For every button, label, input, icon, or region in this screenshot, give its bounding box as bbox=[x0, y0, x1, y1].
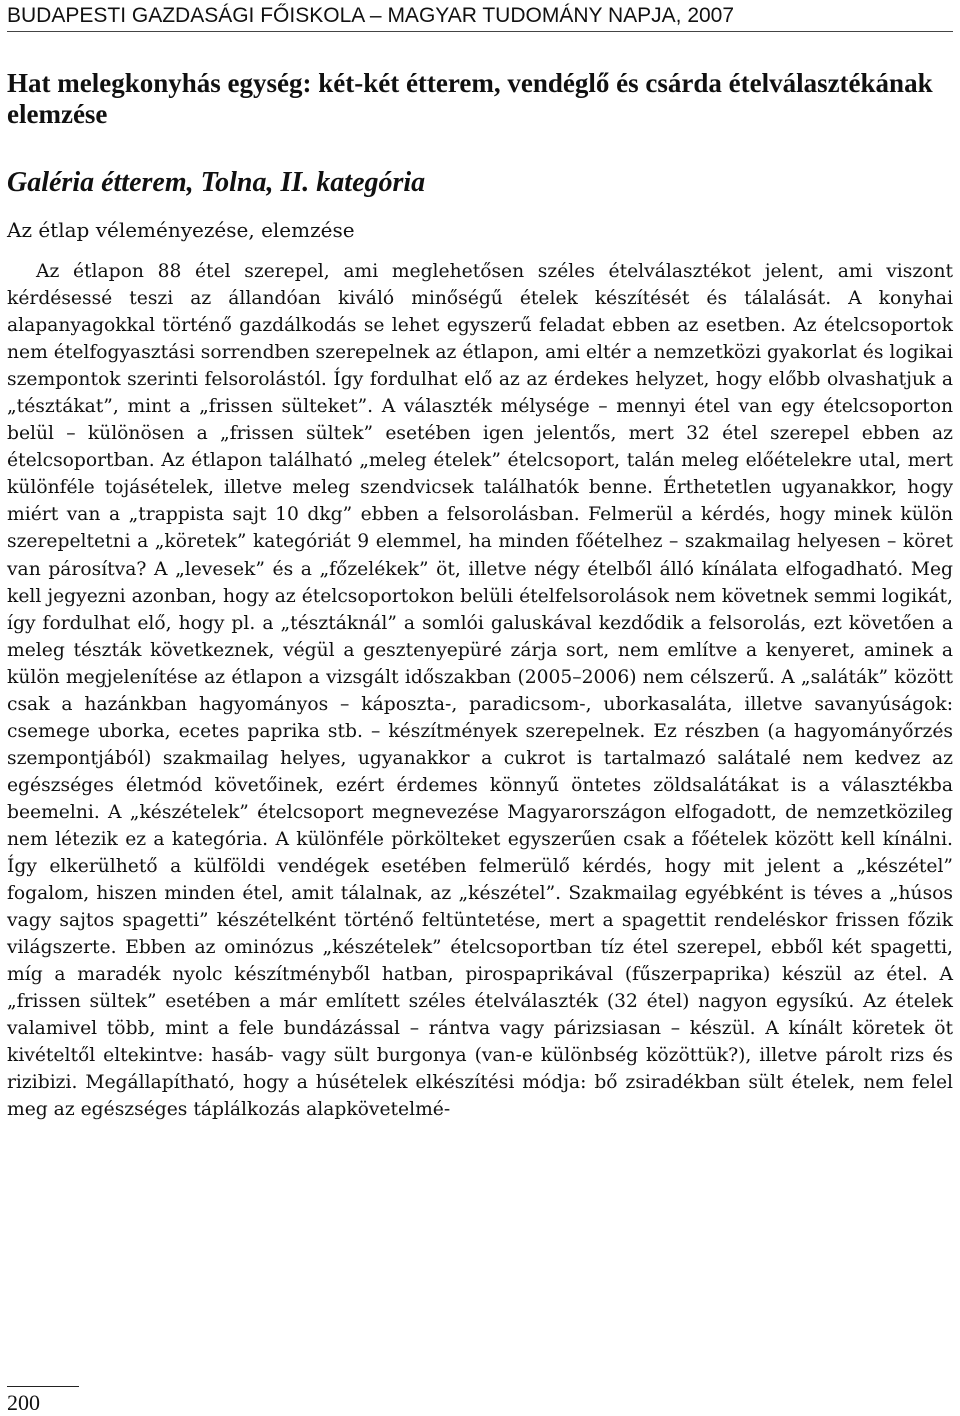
section-title: Galéria étterem, Tolna, II. kategória bbox=[7, 167, 426, 198]
running-header: BUDAPESTI GAZDASÁGI FŐISKOLA – MAGYAR TUDOMÁNY NAPJA, 2007 bbox=[7, 4, 735, 27]
body-paragraph: Az étlapon 88 étel szerepel, ami meglehetősen széles ételválasztékot jelent, ami viszont kérdésessé teszi az állandóan kiváló minőségű ételek készítését és tálalását. A konyhai alapanyagokkal történő gazdálkodás se lehet egyszerű feladat ebben az esetben. Az ételcsoportok nem ételfogyasztási sorrendben szerepelnek az étlapon, ami eltér a nemzetközi gyakorlat és logikai szempontok szerinti felsorolástól. Így fordulhat elő az az érdekes helyzet, hogy előbb olvashatjuk a „tésztákat”, mint a „frissen sülteket”. A választék mélysége – mennyi étel van egy ételcsoporton belül – különösen a „frissen sültek” esetében igen jelentős, mert 32 étel szerepel ebben az ételcsoportban. Az étlapon található „meleg ételek” ételcsoport, talán meleg előételekre utal, mert különféle tojásételek, illetve meleg szendvicsek találhatók benne. Érthetetlen ugyanakkor, hogy miért van a „trappista sajt 10 dkg” ebben a felsorolásban. Felmerül a kérdés, hogy minek külön szerepeltetni a „köretek” kategóriát 9 elemmel, ha minden főételhez – szakmailag helyesen – köret van párosítva? A „levesek” és a „főzelékek” öt, illetve négy ételből álló kínálata elfogadható. Meg kell jegyezni azonban, hogy az ételcsoportokon belüli ételfelsorolások nem követnek semmi logikát, így fordulhat elő, hogy pl. a „tésztáknál” a somlói galuskával kezdődik a felsorolás, ezt követően a meleg tészták következnek, végül a gesztenyepüré zárja sort, nem említve a kenyeret, aminek a külön megjelenítése az étlapon a vizsgált időszakban (2005–2006) nem célszerű. A „saláták” között csak a hazánkban hagyományos – káposzta-, paradicsom-, uborkasaláta, illetve savanyúságok: csemege uborka, ecetes paprika stb. – készítmények szerepelnek. Ez részben (a hagyományőrzés szempontjából) szakmailag helyes, ugyanakkor a cukrot is tartalmazó salátalé nem kedvez az egészséges életmód követőinek, ezért érdemes könnyű öntetes zöldsalátákat is a választékba beemelni. A „készételek” ételcsoport megnevezése Magyarországon elfogadott, de nemzetközileg nem létezik ez a kategória. A különféle pörkölteket egyszerűen csak a főételek között kell kínálni. Így elkerülhető a külföldi vendégek esetében felmerülő kérdés, hogy mit jelent a „készétel” fogalom, hiszen minden étel, amit tálalnak, az „készétel”. Szakmailag egyébként is téves a „húsos vagy sajtos spagetti” készételként történő feltüntetése, mert a spagettit rendeléskor frissen főzik világszerte. Ebben az ominózus „készételek” ételcsoportban tíz étel szerepel, ebből két spagetti, míg a maradék nyolc készítményből hatban, pirospaprikával (fűszerpaprika) készül az étel. A „frissen sültek” esetében a már említett széles ételválaszték (32 étel) nagyon egysíkú. Az ételek valamivel több, mint a fele bundázással – rántva vagy párizsiasan – készül. A kínált köretek öt kivételtől eltekintve: hasáb- vagy sült burgonya (van-e különbség közöttük?), illetve párolt rizs és rizibizi. Megállapítható, hogy a húsételek elkészítési módja: bő zsiradékban sült ételek, nem felel meg az egészséges táplálkozás alapkövetelmé- bbox=[7, 261, 953, 1121]
subsection-title: Az étlap véleményezése, elemzése bbox=[7, 218, 355, 242]
page-title: Hat melegkonyhás egység: két-két étterem, vendéglő és csárda ételválasztékának elemzése bbox=[7, 68, 933, 129]
header-divider bbox=[7, 31, 953, 32]
page-number: 200 bbox=[7, 1390, 40, 1415]
footer-divider bbox=[7, 1386, 79, 1387]
